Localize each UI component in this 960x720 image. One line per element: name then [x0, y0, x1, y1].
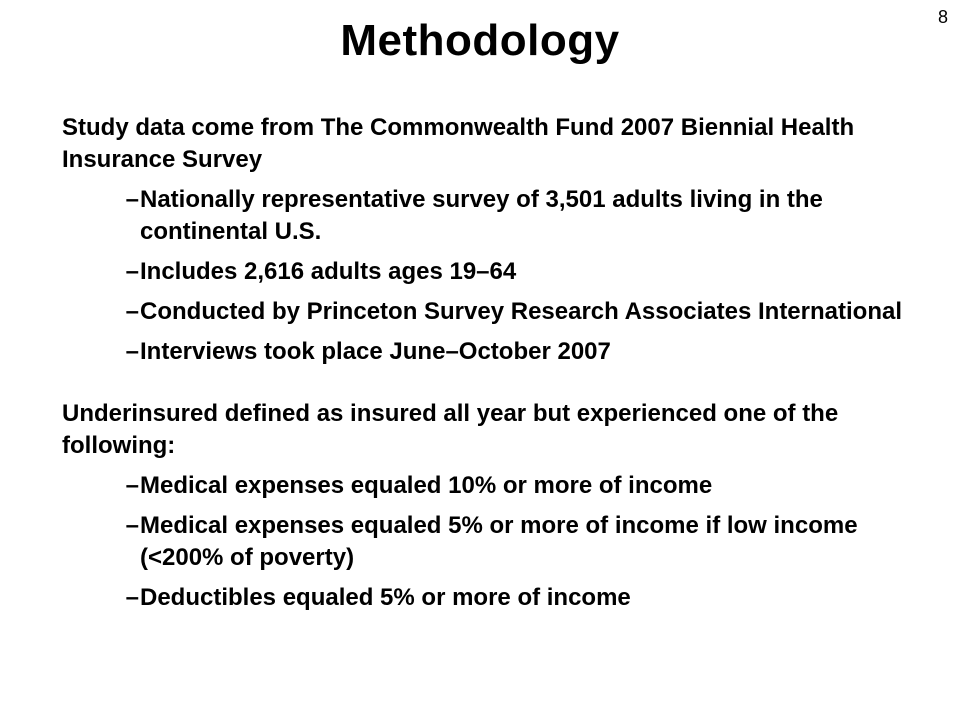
section-heading-underinsured: Underinsured defined as insured all year but experienced one of the following: [62, 400, 839, 459]
section-heading-study-data: Study data come from The Commonwealth Fund 2007 Biennial Health Insurance Survey [62, 114, 855, 173]
bullet-text: Includes 2,616 adults ages 19–64 [140, 258, 517, 285]
slide-title: Methodology [340, 16, 620, 65]
section-spacer [62, 376, 912, 398]
dash-bullet: – [125, 472, 139, 499]
list-item [62, 296, 912, 328]
bullet-text: Conducted by Princeton Survey Research Associates International [140, 298, 902, 325]
underinsured-bullet-list [62, 470, 912, 614]
study-data-bullet-list [62, 184, 912, 368]
dash-bullet: – [125, 298, 139, 325]
dash-bullet: – [125, 186, 139, 213]
bullet-text: Deductibles equaled 5% or more of income [140, 584, 631, 611]
bullet-text: Medical expenses equaled 5% or more of income if low income (<200% of poverty) [140, 512, 858, 571]
bullet-text: Medical expenses equaled 10% or more of income [140, 472, 713, 499]
dash-bullet: – [125, 338, 139, 365]
list-item [62, 184, 912, 248]
list-item [62, 470, 912, 502]
list-item [62, 336, 912, 368]
list-item [62, 510, 912, 574]
list-item [62, 582, 912, 614]
bullet-text: Interviews took place June–October 2007 [140, 338, 611, 365]
dash-bullet: – [125, 584, 139, 611]
slide-body [62, 112, 912, 622]
list-item [62, 256, 912, 288]
dash-bullet: – [125, 258, 139, 285]
bullet-text: Nationally representative survey of 3,501 adults living in the continental U.S. [140, 186, 823, 245]
dash-bullet: – [125, 512, 139, 539]
page-number: 8 [937, 7, 948, 27]
